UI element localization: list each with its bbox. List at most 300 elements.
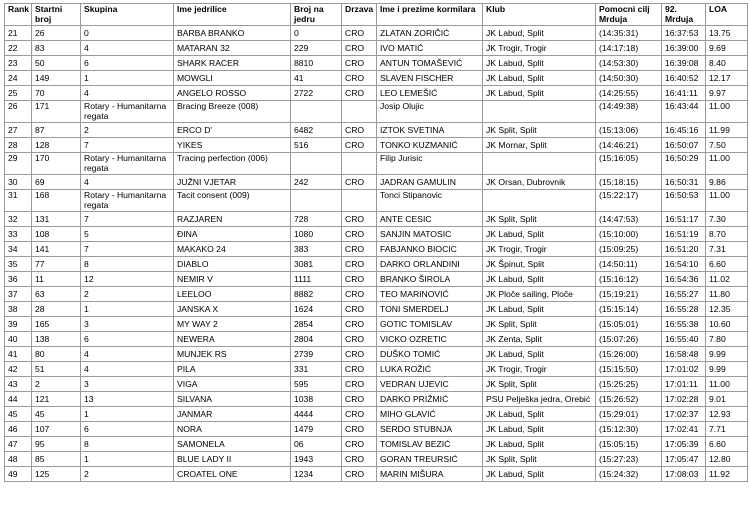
cell-klub: JK Labud, Split [483,86,596,101]
cell-drzava: CRO [342,41,377,56]
table-row [5,362,748,377]
cell-skupina: Rotary - Humanitarna regata [81,190,174,212]
cell-mrduja: 16:55:38 [662,317,706,332]
cell-startni-broj: 80 [32,347,81,362]
cell-skupina: 3 [81,377,174,392]
cell-drzava: CRO [342,26,377,41]
cell-mrduja: 16:51:19 [662,227,706,242]
cell-drzava: CRO [342,377,377,392]
cell-rank: 47 [5,437,32,452]
cell-drzava: CRO [342,86,377,101]
cell-broj-na-jedru [291,190,342,212]
cell-rank: 22 [5,41,32,56]
cell-ime-kormilara: MARIN MIŠURA [377,467,483,482]
cell-broj-na-jedru: 1479 [291,422,342,437]
cell-skupina: 12 [81,272,174,287]
table-row [5,190,748,212]
cell-ime-kormilara: DARKO ORLANDINI [377,257,483,272]
cell-startni-broj: 83 [32,41,81,56]
cell-mrduja: 16:55:27 [662,287,706,302]
cell-ime-jedrilice: NORA [174,422,291,437]
cell-loa: 6.60 [706,437,748,452]
cell-rank: 37 [5,287,32,302]
cell-loa: 12.80 [706,452,748,467]
cell-ime-jedrilice: CROATEL ONE [174,467,291,482]
cell-loa: 11.02 [706,272,748,287]
cell-mrduja: 16:58:48 [662,347,706,362]
table-row [5,467,748,482]
table-row [5,287,748,302]
table-row [5,227,748,242]
cell-ime-jedrilice: SAMONELA [174,437,291,452]
cell-mrduja: 16:40:52 [662,71,706,86]
cell-mrduja: 16:55:40 [662,332,706,347]
column-header-broj-na-jedru: Broj na jedru [291,4,342,26]
cell-pomocni-cilj: (15:15:50) [596,362,662,377]
cell-ime-kormilara: GOTIC TOMISLAV [377,317,483,332]
cell-broj-na-jedru: 728 [291,212,342,227]
cell-skupina: Rotary - Humanitarna regata [81,101,174,123]
cell-ime-jedrilice: JANMAR [174,407,291,422]
cell-klub [483,190,596,212]
cell-klub: JK Trogir, Trogir [483,41,596,56]
cell-klub: JK Trogir, Trogir [483,362,596,377]
cell-ime-kormilara: Tonci Stipanovic [377,190,483,212]
cell-klub [483,153,596,175]
cell-skupina: 2 [81,123,174,138]
table-row [5,56,748,71]
cell-pomocni-cilj: (15:15:14) [596,302,662,317]
table-row [5,123,748,138]
cell-startni-broj: 26 [32,26,81,41]
cell-klub: JK Orsan, Dubrovnik [483,175,596,190]
cell-ime-jedrilice: BLUE LADY II [174,452,291,467]
cell-broj-na-jedru: 06 [291,437,342,452]
cell-mrduja: 16:43:44 [662,101,706,123]
cell-ime-kormilara: SANJIN MATOSIC [377,227,483,242]
cell-startni-broj: 95 [32,437,81,452]
cell-rank: 42 [5,362,32,377]
cell-mrduja: 16:37:53 [662,26,706,41]
column-header-rank: Rank [5,4,32,26]
cell-skupina: 1 [81,302,174,317]
cell-mrduja: 17:01:11 [662,377,706,392]
cell-loa: 11.00 [706,190,748,212]
cell-ime-kormilara: IVO MATIĆ [377,41,483,56]
cell-mrduja: 16:50:07 [662,138,706,153]
cell-pomocni-cilj: (15:13:06) [596,123,662,138]
cell-ime-jedrilice: MY WAY 2 [174,317,291,332]
cell-mrduja: 17:05:39 [662,437,706,452]
cell-startni-broj: 138 [32,332,81,347]
cell-ime-kormilara: VEDRAN UJEVIC [377,377,483,392]
cell-rank: 49 [5,467,32,482]
cell-drzava: CRO [342,437,377,452]
cell-rank: 24 [5,71,32,86]
column-header-pomocni-cilj: Pomocni cilj Mrduja [596,4,662,26]
cell-drzava [342,101,377,123]
cell-mrduja: 16:50:53 [662,190,706,212]
cell-klub: JK Labud, Split [483,347,596,362]
cell-klub: JK Labud, Split [483,407,596,422]
cell-klub: JK Split, Split [483,452,596,467]
cell-broj-na-jedru: 229 [291,41,342,56]
cell-broj-na-jedru: 1080 [291,227,342,242]
table-row [5,153,748,175]
cell-klub: JK Ploče sailing, Ploče [483,287,596,302]
cell-loa: 7.30 [706,212,748,227]
cell-startni-broj: 131 [32,212,81,227]
cell-skupina: 13 [81,392,174,407]
cell-drzava: CRO [342,392,377,407]
cell-ime-jedrilice: SHARK RACER [174,56,291,71]
table-row [5,317,748,332]
cell-klub: JK Trogir, Trogir [483,242,596,257]
cell-skupina: 3 [81,317,174,332]
table-row [5,407,748,422]
cell-klub: JK Labud, Split [483,437,596,452]
cell-pomocni-cilj: (15:26:00) [596,347,662,362]
cell-rank: 34 [5,242,32,257]
table-row [5,257,748,272]
table-row [5,71,748,86]
cell-skupina: 4 [81,41,174,56]
cell-mrduja: 16:50:29 [662,153,706,175]
column-header-klub: Klub [483,4,596,26]
cell-klub [483,101,596,123]
cell-startni-broj: 170 [32,153,81,175]
cell-mrduja: 17:05:47 [662,452,706,467]
cell-pomocni-cilj: (14:46:21) [596,138,662,153]
table-row [5,452,748,467]
cell-loa: 9.97 [706,86,748,101]
cell-rank: 36 [5,272,32,287]
cell-klub: JK Labud, Split [483,302,596,317]
cell-rank: 30 [5,175,32,190]
cell-skupina: 6 [81,332,174,347]
cell-pomocni-cilj: (15:29:01) [596,407,662,422]
cell-klub: JK Labud, Split [483,26,596,41]
cell-broj-na-jedru: 331 [291,362,342,377]
cell-ime-kormilara: VICKO OZRETIC [377,332,483,347]
cell-ime-kormilara: Josip Olujic [377,101,483,123]
cell-mrduja: 16:51:17 [662,212,706,227]
cell-loa: 7.31 [706,242,748,257]
cell-broj-na-jedru: 2804 [291,332,342,347]
cell-rank: 40 [5,332,32,347]
cell-klub: JK Mornar, Split [483,138,596,153]
column-header-loa: LOA [706,4,748,26]
table-row [5,41,748,56]
cell-rank: 44 [5,392,32,407]
cell-drzava: CRO [342,227,377,242]
cell-ime-kormilara: DUŠKO TOMIĆ [377,347,483,362]
cell-ime-jedrilice: YIKES [174,138,291,153]
cell-broj-na-jedru: 2739 [291,347,342,362]
cell-pomocni-cilj: (15:18:15) [596,175,662,190]
table-row [5,86,748,101]
table-row [5,242,748,257]
cell-ime-jedrilice: JANSKA X [174,302,291,317]
cell-ime-jedrilice: MOWGLI [174,71,291,86]
cell-ime-jedrilice: Tracing perfection (006) [174,153,291,175]
table-row [5,272,748,287]
cell-pomocni-cilj: (15:24:32) [596,467,662,482]
cell-loa: 12.93 [706,407,748,422]
cell-ime-kormilara: TONI SMERDELJ [377,302,483,317]
cell-ime-jedrilice: Tacit consent (009) [174,190,291,212]
cell-drzava: CRO [342,287,377,302]
cell-mrduja: 17:02:37 [662,407,706,422]
cell-ime-jedrilice: MUNJEK RS [174,347,291,362]
cell-ime-jedrilice: ĐINA [174,227,291,242]
cell-loa: 12.17 [706,71,748,86]
cell-pomocni-cilj: (14:25:55) [596,86,662,101]
cell-loa: 8.70 [706,227,748,242]
cell-broj-na-jedru: 595 [291,377,342,392]
cell-startni-broj: 125 [32,467,81,482]
cell-startni-broj: 87 [32,123,81,138]
cell-broj-na-jedru [291,153,342,175]
table-row [5,302,748,317]
cell-drzava [342,190,377,212]
table-row [5,377,748,392]
cell-startni-broj: 149 [32,71,81,86]
cell-startni-broj: 69 [32,175,81,190]
cell-loa: 11.00 [706,377,748,392]
cell-loa: 11.00 [706,101,748,123]
cell-drzava: CRO [342,71,377,86]
cell-broj-na-jedru: 3081 [291,257,342,272]
cell-ime-jedrilice: VIGA [174,377,291,392]
cell-loa: 7.71 [706,422,748,437]
cell-skupina: 4 [81,175,174,190]
cell-pomocni-cilj: (14:49:38) [596,101,662,123]
cell-broj-na-jedru: 1624 [291,302,342,317]
table-body [5,26,748,482]
cell-ime-kormilara: LEO LEMEŠIĆ [377,86,483,101]
cell-drzava: CRO [342,212,377,227]
cell-broj-na-jedru [291,101,342,123]
cell-pomocni-cilj: (15:25:25) [596,377,662,392]
cell-skupina: 8 [81,437,174,452]
cell-broj-na-jedru: 242 [291,175,342,190]
cell-klub: JK Labud, Split [483,71,596,86]
cell-pomocni-cilj: (15:26:52) [596,392,662,407]
cell-klub: JK Labud, Split [483,56,596,71]
cell-klub: JK Labud, Split [483,272,596,287]
cell-ime-jedrilice: Bracing Breeze (008) [174,101,291,123]
cell-loa: 12.35 [706,302,748,317]
cell-skupina: 6 [81,56,174,71]
cell-ime-jedrilice: MATARAN 32 [174,41,291,56]
cell-rank: 29 [5,153,32,175]
cell-ime-kormilara: MIHO GLAVIĆ [377,407,483,422]
column-header-startni-broj: Startni broj [32,4,81,26]
cell-ime-jedrilice: MAKAKO 24 [174,242,291,257]
cell-startni-broj: 2 [32,377,81,392]
cell-startni-broj: 171 [32,101,81,123]
cell-broj-na-jedru: 8810 [291,56,342,71]
table-row [5,101,748,123]
cell-broj-na-jedru: 1111 [291,272,342,287]
cell-skupina: Rotary - Humanitarna regata [81,153,174,175]
cell-drzava: CRO [342,175,377,190]
cell-ime-jedrilice: LEELOO [174,287,291,302]
cell-loa: 11.00 [706,153,748,175]
cell-rank: 48 [5,452,32,467]
cell-skupina: 8 [81,257,174,272]
cell-drzava: CRO [342,407,377,422]
cell-pomocni-cilj: (14:47:53) [596,212,662,227]
cell-pomocni-cilj: (15:22:17) [596,190,662,212]
cell-drzava: CRO [342,123,377,138]
cell-broj-na-jedru: 4444 [291,407,342,422]
cell-rank: 28 [5,138,32,153]
cell-pomocni-cilj: (15:16:05) [596,153,662,175]
cell-mrduja: 16:39:00 [662,41,706,56]
cell-skupina: 2 [81,467,174,482]
cell-drzava: CRO [342,242,377,257]
cell-skupina: 4 [81,347,174,362]
cell-mrduja: 16:50:31 [662,175,706,190]
cell-rank: 46 [5,422,32,437]
cell-ime-kormilara: LUKA ROŽIĆ [377,362,483,377]
cell-mrduja: 17:01:02 [662,362,706,377]
cell-loa: 7.80 [706,332,748,347]
cell-skupina: 7 [81,212,174,227]
cell-rank: 35 [5,257,32,272]
cell-loa: 7.50 [706,138,748,153]
table-row [5,138,748,153]
cell-loa: 10.60 [706,317,748,332]
cell-drzava: CRO [342,257,377,272]
cell-ime-kormilara: SERDO STUBNJA [377,422,483,437]
cell-startni-broj: 121 [32,392,81,407]
cell-loa: 11.92 [706,467,748,482]
cell-skupina: 0 [81,26,174,41]
cell-broj-na-jedru: 41 [291,71,342,86]
cell-drzava: CRO [342,56,377,71]
cell-klub: JK Labud, Split [483,467,596,482]
cell-ime-jedrilice: DIABLO [174,257,291,272]
cell-loa: 13.75 [706,26,748,41]
cell-ime-kormilara: TEO MARINOVIĆ [377,287,483,302]
table-row [5,175,748,190]
cell-ime-kormilara: ANTUN TOMAŠEVIĆ [377,56,483,71]
cell-loa: 11.80 [706,287,748,302]
cell-startni-broj: 50 [32,56,81,71]
cell-ime-jedrilice: ERCO D' [174,123,291,138]
cell-drzava: CRO [342,467,377,482]
cell-mrduja: 16:55:28 [662,302,706,317]
cell-klub: JK Špinut, Split [483,257,596,272]
column-header-ime-kormilara: Ime i prezime kormilara [377,4,483,26]
cell-klub: JK Labud, Split [483,227,596,242]
cell-klub: PSU Pelješka jedra, Orebić [483,392,596,407]
cell-ime-kormilara: BRANKO ŠIROLA [377,272,483,287]
table-row [5,422,748,437]
cell-broj-na-jedru: 8882 [291,287,342,302]
header-row [5,4,748,26]
table-row [5,212,748,227]
cell-mrduja: 17:08:03 [662,467,706,482]
cell-ime-kormilara: SLAVEN FISCHER [377,71,483,86]
table-row [5,392,748,407]
cell-loa: 9.01 [706,392,748,407]
cell-loa: 9.99 [706,347,748,362]
cell-drzava: CRO [342,272,377,287]
cell-ime-kormilara: ZLATAN ZORIČIĆ [377,26,483,41]
cell-broj-na-jedru: 516 [291,138,342,153]
cell-mrduja: 16:41:11 [662,86,706,101]
cell-klub: JK Split, Split [483,377,596,392]
cell-klub: JK Split, Split [483,317,596,332]
cell-skupina: 7 [81,242,174,257]
cell-skupina: 2 [81,287,174,302]
cell-startni-broj: 11 [32,272,81,287]
cell-mrduja: 16:45:16 [662,123,706,138]
results-table [4,3,748,482]
table-row [5,437,748,452]
cell-skupina: 4 [81,86,174,101]
column-header-mrduja: 92. Mrduja [662,4,706,26]
cell-skupina: 4 [81,362,174,377]
cell-ime-jedrilice: JUŽNI VJETAR [174,175,291,190]
cell-broj-na-jedru: 0 [291,26,342,41]
cell-klub: JK Zenta, Split [483,332,596,347]
cell-ime-jedrilice: BARBA BRANKO [174,26,291,41]
cell-pomocni-cilj: (14:50:11) [596,257,662,272]
cell-rank: 43 [5,377,32,392]
cell-rank: 31 [5,190,32,212]
cell-skupina: 5 [81,227,174,242]
cell-startni-broj: 107 [32,422,81,437]
cell-pomocni-cilj: (14:50:30) [596,71,662,86]
cell-pomocni-cilj: (15:09:25) [596,242,662,257]
table-row [5,26,748,41]
cell-drzava: CRO [342,452,377,467]
cell-skupina: 1 [81,407,174,422]
cell-skupina: 7 [81,138,174,153]
cell-broj-na-jedru: 383 [291,242,342,257]
cell-startni-broj: 108 [32,227,81,242]
cell-startni-broj: 168 [32,190,81,212]
column-header-skupina: Skupina [81,4,174,26]
cell-ime-kormilara: DARKO PRIŽMIĆ [377,392,483,407]
cell-rank: 21 [5,26,32,41]
cell-klub: JK Labud, Split [483,422,596,437]
cell-drzava: CRO [342,138,377,153]
cell-startni-broj: 128 [32,138,81,153]
column-header-ime-jedrilice: Ime jedrilice [174,4,291,26]
cell-ime-kormilara: FABJANKO BIOCIC [377,242,483,257]
cell-mrduja: 17:02:28 [662,392,706,407]
cell-klub: JK Split, Split [483,212,596,227]
cell-klub: JK Split, Split [483,123,596,138]
cell-rank: 26 [5,101,32,123]
cell-skupina: 6 [81,422,174,437]
cell-startni-broj: 28 [32,302,81,317]
cell-broj-na-jedru: 2854 [291,317,342,332]
cell-startni-broj: 85 [32,452,81,467]
cell-ime-kormilara: JADRAN GAMULIN [377,175,483,190]
cell-ime-kormilara: IZTOK SVETINA [377,123,483,138]
cell-startni-broj: 141 [32,242,81,257]
cell-loa: 9.86 [706,175,748,190]
cell-ime-kormilara: GORAN TREURSIĆ [377,452,483,467]
cell-loa: 8.40 [706,56,748,71]
